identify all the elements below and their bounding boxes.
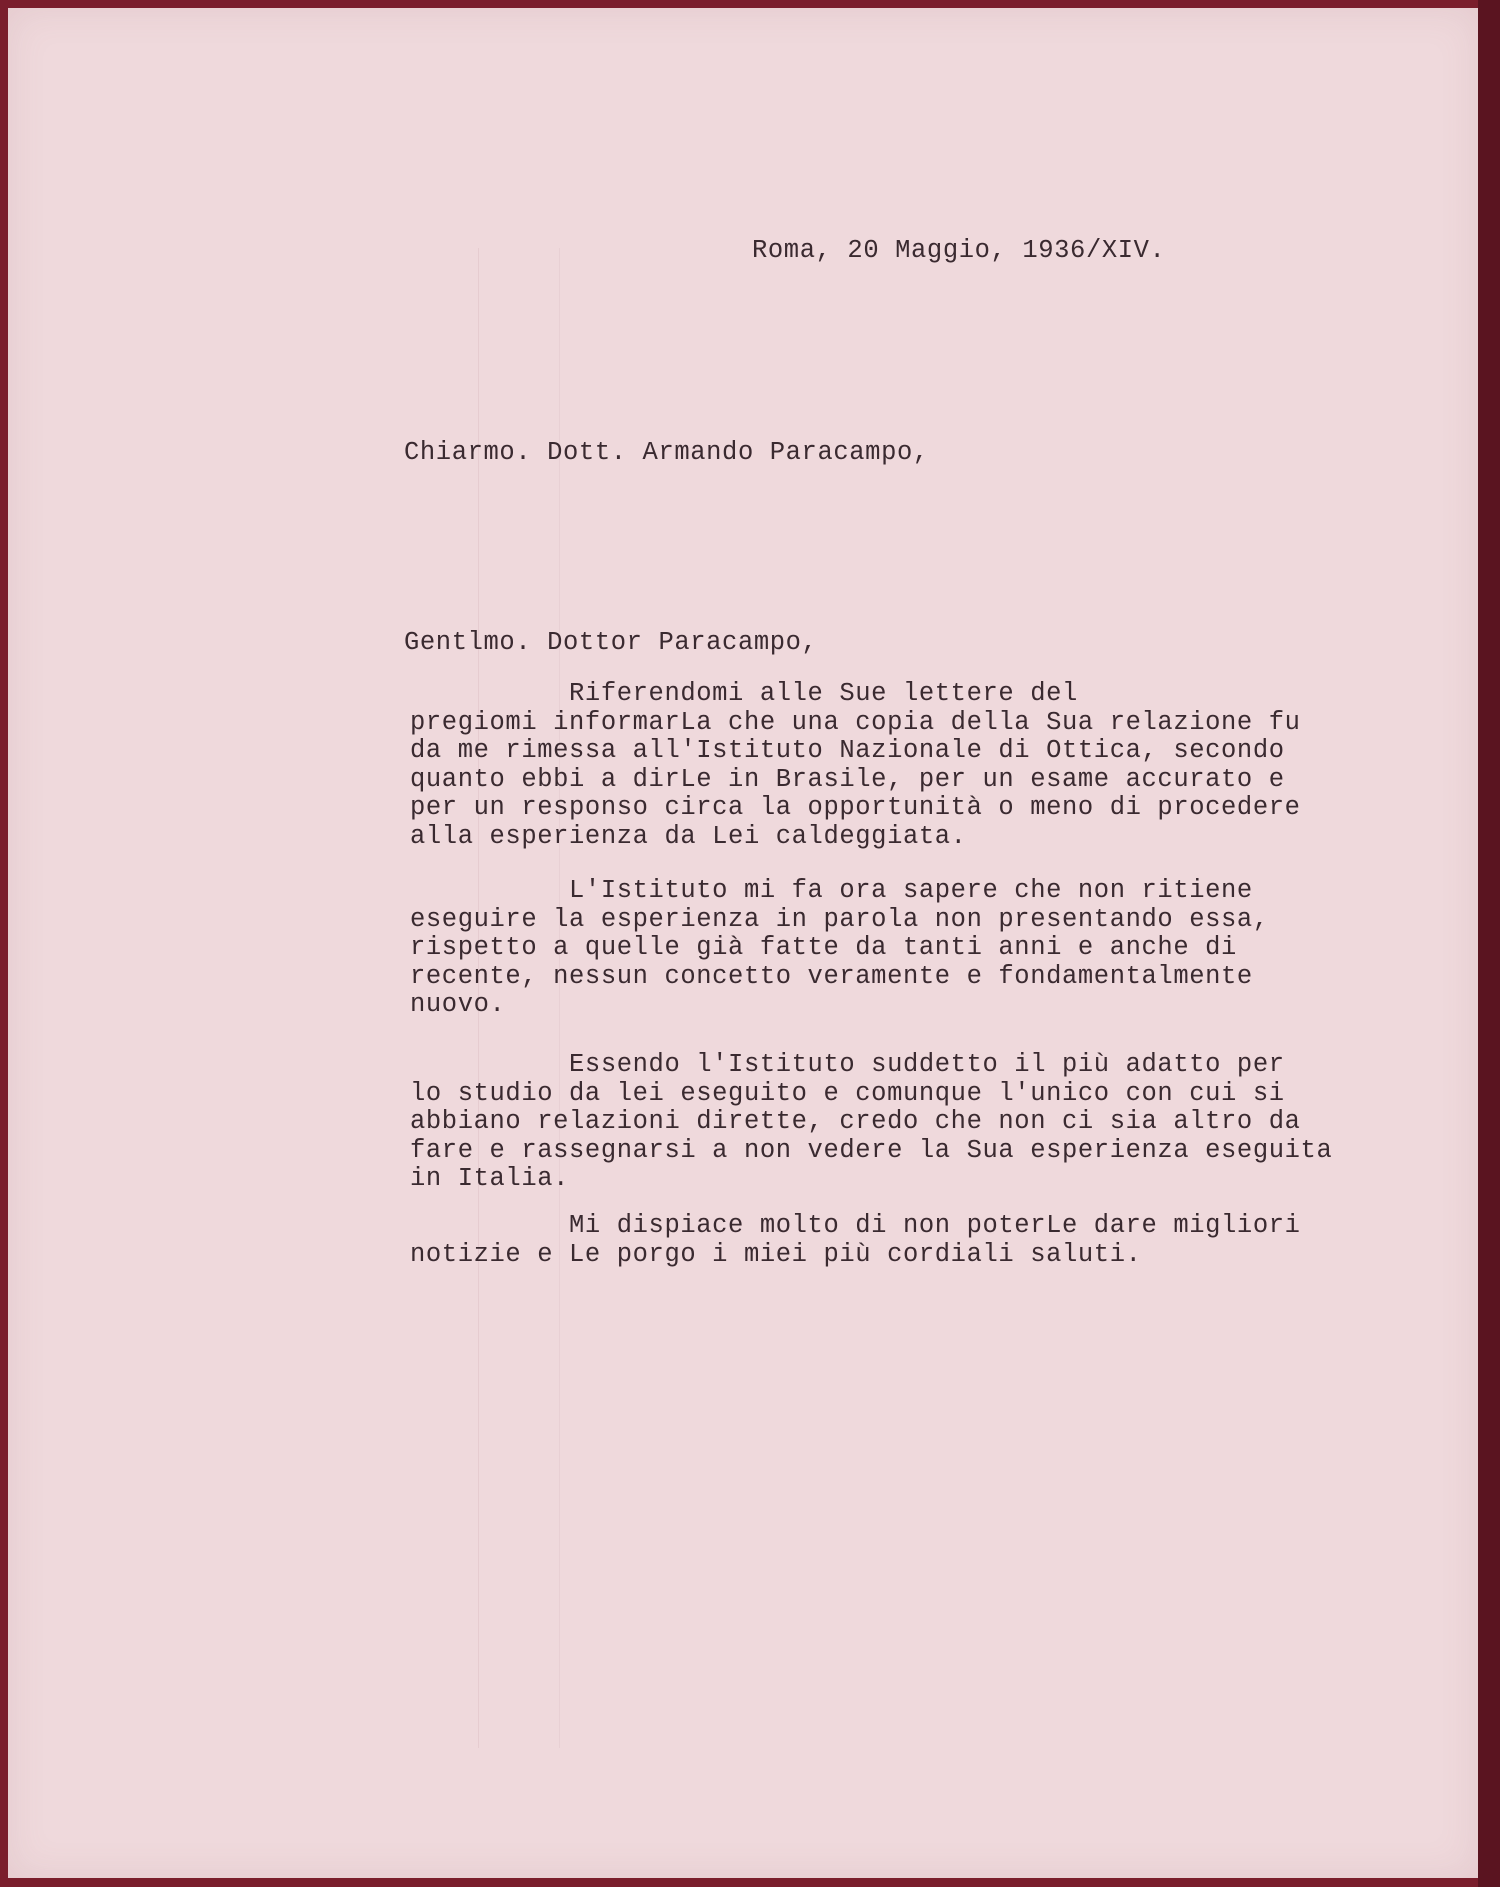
- text-line: Essendo l'Istituto suddetto il più adatto per: [410, 1050, 1285, 1079]
- text-line: abbiano relazioni dirette, credo che non ci sia altro da: [410, 1107, 1301, 1136]
- letter-date: Roma, 20 Maggio, 1936/XIV.: [752, 236, 1166, 265]
- text-line: fare e rassegnarsi a non vedere la Sua esperienza eseguita: [410, 1135, 1333, 1165]
- text-line: quanto ebbi a dirLe in Brasile, per un esame accurato e: [410, 764, 1285, 794]
- text-line: recente, nessun concetto veramente e fondamentalmente: [410, 961, 1253, 991]
- letter-recipient: Chiarmo. Dott. Armando Paracampo,: [404, 438, 929, 467]
- text-line: alla esperienza da Lei caldeggiata.: [410, 821, 967, 851]
- text-line: lo studio da lei eseguito e comunque l'unico con cui si: [410, 1078, 1285, 1108]
- text-line: nuovo.: [410, 990, 506, 1019]
- letter-paragraph-1: [410, 680, 1301, 851]
- text-line: per un responso circa la opportunità o meno di procedere: [410, 793, 1301, 822]
- text-line: Riferendomi alle Sue lettere del: [410, 679, 1078, 708]
- letter-salutation: Gentlmo. Dottor Paracampo,: [404, 628, 818, 657]
- text-line: in Italia.: [410, 1164, 570, 1193]
- text-line: da me rimessa all'Istituto Nazionale di Ottica, secondo: [410, 736, 1285, 765]
- text-line: L'Istituto mi fa ora sapere che non ritiene: [410, 876, 1253, 905]
- letter-paragraph-4: [410, 1212, 1301, 1269]
- letter-paragraph-2: [410, 877, 1269, 1020]
- text-line: Mi dispiace molto di non poterLe dare migliori: [410, 1211, 1301, 1240]
- text-line: rispetto a quelle già fatte da tanti anni e anche di: [410, 933, 1237, 962]
- text-line: notizie e Le porgo i miei più cordiali saluti.: [410, 1239, 1142, 1269]
- letter-paragraph-3: [410, 1051, 1332, 1194]
- text-line: pregiomi informarLa che una copia della Sua relazione fu: [410, 707, 1301, 737]
- text-line: eseguire la esperienza in parola non presentando essa,: [410, 904, 1269, 934]
- dark-edge: [1478, 0, 1500, 1887]
